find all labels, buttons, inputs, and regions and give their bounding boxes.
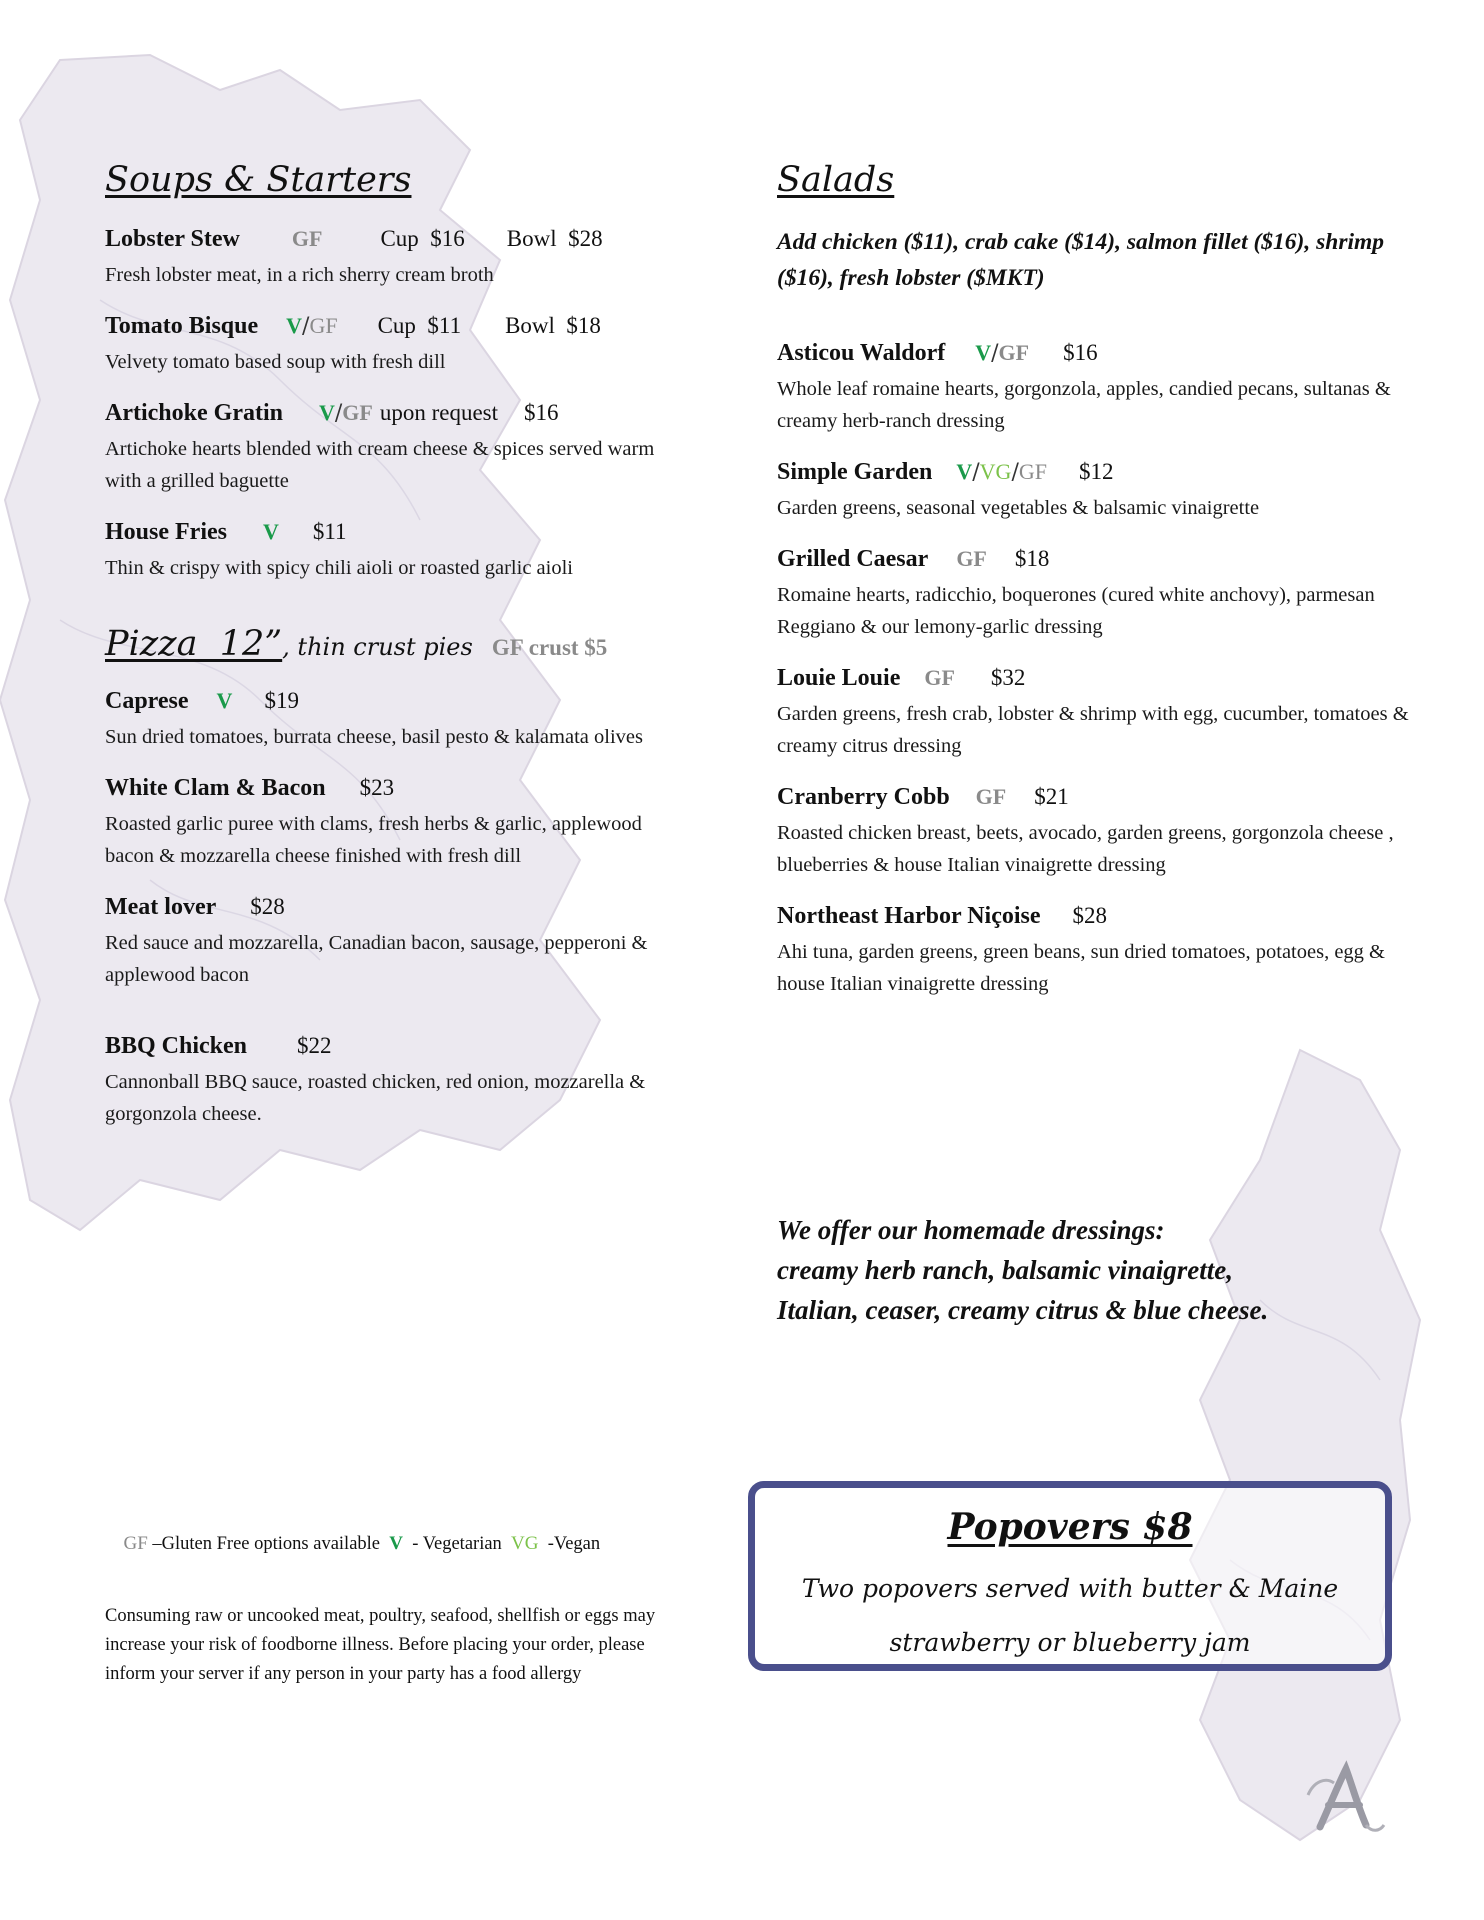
pizza-title: Pizza 12”: [105, 624, 283, 664]
asticou-logo-icon: [1300, 1755, 1390, 1845]
dressings-line-3: Italian, ceaser, creamy citrus & blue cheese.: [777, 1295, 1269, 1325]
gf-crust-note: GF crust $5: [491, 635, 608, 660]
gf-tag: GF: [342, 400, 373, 425]
menu-item-louie-louie: [777, 663, 1427, 762]
item-price: $12: [1078, 459, 1114, 484]
dressings-line-1: We offer our homemade dressings:: [777, 1215, 1165, 1245]
item-price: $19: [264, 688, 299, 713]
item-description: Artichoke hearts blended with cream cheese & spices served warm with a grilled baguette: [105, 438, 655, 492]
item-description: Roasted chicken breast, beets, avocado, garden greens, gorgonzola cheese , blueberries & house Italian vinaigrette dressing: [777, 822, 1394, 876]
item-description: Roasted garlic puree with clams, fresh herbs & garlic, applewood bacon & mozzarella cheese finished with fresh dill: [105, 813, 642, 867]
menu-item-grilled-caesar: [777, 544, 1427, 643]
item-price: $11: [312, 519, 347, 544]
item-name: Cranberry Cobb: [777, 784, 950, 810]
gf-tag: GF: [975, 784, 1007, 809]
item-note: upon request: [379, 400, 499, 425]
menu-item-cranberry-cobb: [777, 782, 1427, 881]
item-name: Asticou Waldorf: [777, 340, 946, 366]
gf-tag: GF: [291, 226, 323, 251]
item-description: Cannonball BBQ sauce, roasted chicken, red onion, mozzarella & gorgonzola cheese.: [105, 1071, 646, 1125]
item-price: $23: [359, 775, 395, 800]
dressings-note: [777, 1210, 1417, 1330]
bowl-price: Bowl $18: [505, 313, 601, 338]
vegetarian-tag: V: [318, 400, 335, 425]
vegetarian-tag: V: [975, 340, 992, 365]
item-price: $16: [524, 400, 559, 425]
item-price: $28: [250, 894, 285, 919]
item-description: Romaine hearts, radicchio, boquerones (cured white anchovy), parmesan Reggiano & our lemony-garlic dressing: [777, 584, 1375, 638]
item-name: House Fries: [105, 519, 227, 545]
gf-tag: GF: [924, 665, 955, 690]
cup-price: Cup $16: [380, 226, 465, 251]
popovers-box: [748, 1481, 1392, 1671]
popovers-title: Popovers $8: [947, 1506, 1193, 1548]
cup-price: Cup $11: [377, 313, 462, 338]
item-price: $16: [1063, 340, 1098, 365]
pizza-heading: [105, 624, 685, 664]
left-column: [105, 160, 685, 1150]
menu-item-bbq-chicken: [105, 1031, 685, 1130]
item-name: Caprese: [105, 688, 189, 714]
tag-separator: /: [1011, 460, 1019, 485]
gf-legend-text: –Gluten Free options available: [147, 1534, 390, 1554]
item-name: Lobster Stew: [105, 226, 240, 252]
vegetarian-legend-tag: V: [389, 1533, 403, 1554]
dressings-line-2: creamy herb ranch, balsamic vinaigrette,: [777, 1255, 1233, 1285]
menu-item-northeast-harbor-nicoise: [777, 901, 1427, 1000]
menu-item-asticou-waldorf: [777, 338, 1427, 437]
item-name: Artichoke Gratin: [105, 400, 283, 426]
item-name: Meat lover: [105, 894, 217, 920]
item-description: Garden greens, fresh crab, lobster & shrimp with egg, cucumber, tomatoes & creamy citrus dressing: [777, 703, 1409, 757]
salad-addons: Add chicken ($11), crab cake ($14), salmon fillet ($16), shrimp ($16), fresh lobster ($MKT): [777, 229, 1385, 291]
item-name: BBQ Chicken: [105, 1033, 248, 1059]
vegan-legend-tag: VG: [511, 1533, 539, 1554]
tag-separator: /: [991, 341, 999, 366]
bowl-price: Bowl $28: [506, 226, 603, 251]
item-price: $22: [297, 1033, 332, 1058]
item-description: Red sauce and mozzarella, Canadian bacon, sausage, pepperoni & applewood bacon: [105, 932, 648, 986]
menu-item-meat-lover: [105, 892, 685, 991]
item-name: White Clam & Bacon: [105, 775, 326, 801]
vegan-tag: VG: [979, 459, 1012, 484]
item-description: Garden greens, seasonal vegetables & balsamic vinaigrette: [777, 497, 1260, 519]
item-name: Grilled Caesar: [777, 546, 929, 572]
item-price: $21: [1034, 784, 1069, 809]
gf-tag: GF: [309, 313, 338, 338]
vegetarian-tag: V: [286, 313, 303, 338]
item-description: Fresh lobster meat, in a rich sherry cream broth: [105, 264, 494, 286]
vegetarian-tag: V: [262, 519, 279, 544]
gf-tag: GF: [998, 340, 1030, 365]
soups-heading: Soups & Starters: [105, 160, 412, 200]
item-description: Whole leaf romaine hearts, gorgonzola, apples, candied pecans, sultanas & creamy herb-ranch dressing: [777, 378, 1391, 432]
popovers-description: Two popovers served with butter & Maine strawberry or blueberry jam: [801, 1574, 1339, 1657]
food-safety-warning: Consuming raw or uncooked meat, poultry, seafood, shellfish or eggs may increase your risk of foodborne illness. Before placing your order, please inform your server if any person in your party has a food allergy: [105, 1606, 656, 1684]
dietary-legend: [105, 1500, 685, 1689]
menu-item-caprese: [105, 686, 685, 753]
right-column: [777, 160, 1427, 1020]
item-name: Northeast Harbor Niçoise: [777, 903, 1041, 929]
vegetarian-tag: V: [216, 688, 233, 713]
tag-separator: /: [302, 314, 310, 339]
vegetarian-tag: V: [956, 459, 973, 484]
vegetarian-legend-text: - Vegetarian: [403, 1534, 512, 1554]
item-description: Ahi tuna, garden greens, green beans, sun dried tomatoes, potatoes, egg & house Italian vinaigrette dressing: [777, 941, 1385, 995]
gf-tag: GF: [956, 546, 987, 571]
menu-item-white-clam-bacon: [105, 773, 685, 872]
vegan-legend-text: -Vegan: [538, 1534, 601, 1554]
item-price: $18: [1014, 546, 1050, 571]
item-description: Sun dried tomatoes, burrata cheese, basil pesto & kalamata olives: [105, 726, 643, 748]
menu-item-simple-garden: [777, 457, 1427, 524]
item-description: Thin & crispy with spicy chili aioli or roasted garlic aioli: [105, 557, 573, 579]
tag-separator: /: [334, 401, 343, 426]
salads-heading: Salads: [777, 160, 895, 200]
item-price: $28: [1072, 903, 1108, 928]
item-name: Tomato Bisque: [105, 313, 259, 339]
menu-item-tomato-bisque: [105, 311, 685, 378]
tag-separator: /: [972, 460, 980, 485]
item-name: Louie Louie: [777, 665, 901, 691]
gf-tag: GF: [1018, 459, 1047, 484]
item-name: Simple Garden: [777, 459, 933, 485]
menu-item-lobster-stew: [105, 224, 685, 291]
menu-item-artichoke-gratin: [105, 398, 685, 497]
item-price: $32: [990, 665, 1026, 690]
menu-item-house-fries: [105, 517, 685, 584]
gf-legend-tag: GF: [123, 1533, 148, 1554]
item-description: Velvety tomato based soup with fresh dill: [105, 351, 446, 373]
pizza-subtitle: , thin crust pies: [282, 633, 473, 661]
